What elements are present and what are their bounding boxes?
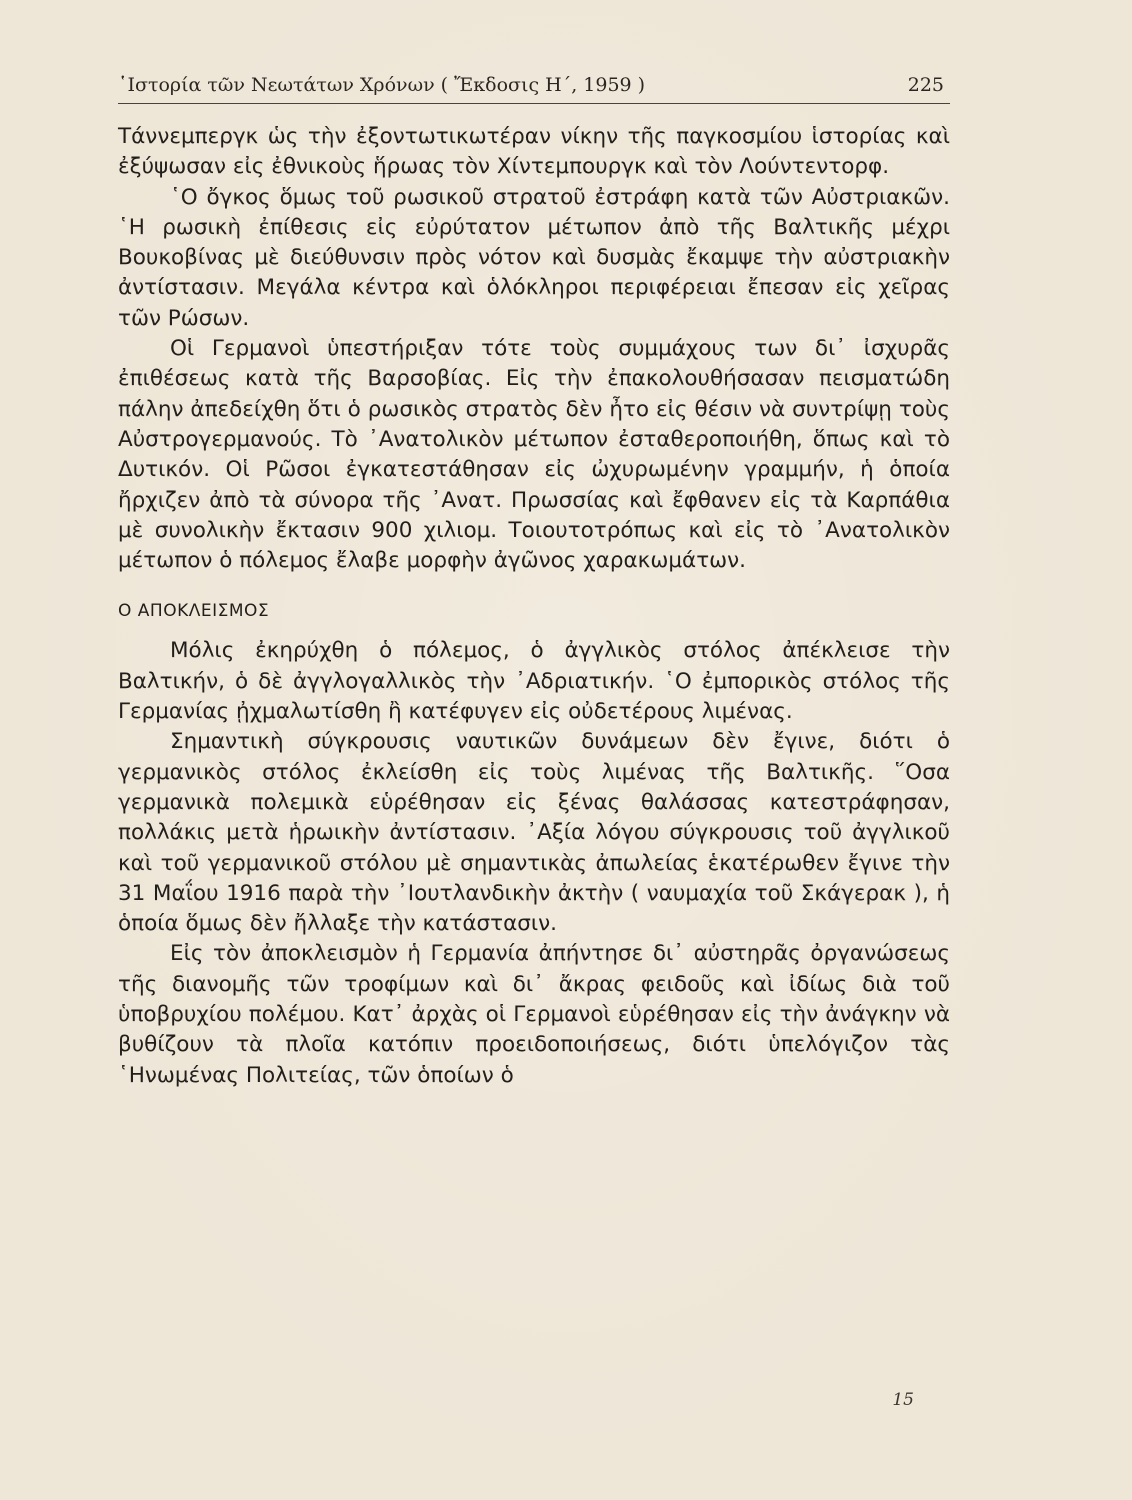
paragraph: Σημαντικὴ σύγκρουσις ναυτικῶν δυνάμεων δὲν ἔγινε, διότι ὁ γερμανικὸς στόλος ἐκλείσθη εἰς τοὺς λιμένας τῆς Βαλτικῆς. ῞Οσα γερμανικὰ πολεμικὰ εὑρέθησαν εἰς ξένας θαλάσσας κατεστράφησαν, πολλάκις μετὰ ἡρωικὴν ἀντίστασιν. ᾿Αξία λόγου σύγκρουσις τοῦ ἀγγλικοῦ καὶ τοῦ γερμανικοῦ στόλου μὲ σημαντικὰς ἀπωλείας ἑκατέρωθεν ἔγινε τὴν 31 Μαΐου 1916 παρὰ τὴν ᾿Ιουτλανδικὴν ἀκτὴν ( ναυμαχία τοῦ Σκάγερακ ), ἡ ὁποία ὅμως δὲν ἤλλαξε τὴν κατάστασιν. (118, 729, 950, 937)
running-header (118, 72, 950, 102)
paragraph: ῾Ο ὄγκος ὅμως τοῦ ρωσικοῦ στρατοῦ ἐστράφη κατὰ τῶν Αὐστριακῶν. ῾Η ρωσικὴ ἐπίθεσις εἰς εὐρύτατον μέτωπον ἀπὸ τῆς Βαλτικῆς μέχρι Βουκοβίνας μὲ διεύθυνσιν πρὸς νότον καὶ δυσμὰς ἔκαμψε τὴν αὐστριακὴν ἀντίστασιν. Μεγάλα κέντρα καὶ ὁλόκληροι περιφέρειαι ἔπεσαν εἰς χεῖρας τῶν Ρώσων. (118, 184, 950, 331)
page-number: 225 (907, 74, 944, 96)
section-heading: Ο ΑΠΟΚΛΕΙΣΜΟΣ (118, 601, 270, 622)
paragraph: Εἰς τὸν ἀποκλεισμὸν ἡ Γερμανία ἀπήντησε δι᾿ αὐστηρᾶς ὀργανώσεως τῆς διανομῆς τῶν τροφίμων καὶ δι᾿ ἄκρας φειδοῦς καὶ ἰδίως διὰ τοῦ ὑποβρυχίου πολέμου. Κατ᾿ ἀρχὰς οἱ Γερμανοὶ εὑρέθησαν εἰς τὴν ἀνάγκην νὰ βυθίζουν τὰ πλοῖα κατόπιν προειδοποιήσεως, διότι ὑπελόγιζον τὰς ῾Ηνωμένας Πολιτείας, τῶν ὁποίων ὁ (118, 941, 950, 1088)
body-text (118, 122, 950, 1091)
signature-mark: 15 (892, 1390, 914, 1410)
header-rule (118, 103, 950, 104)
paragraph: Οἱ Γερμανοὶ ὑπεστήριξαν τότε τοὺς συμμάχους των δι᾿ ἰσχυρᾶς ἐπιθέσεως κατὰ τῆς Βαρσοβίας. Εἰς τὴν ἐπακολουθήσασαν πεισματώδη πάλην ἀπεδείχθη ὅτι ὁ ρωσικὸς στρατὸς δὲν ἦτο εἰς θέσιν νὰ συντρίψῃ τοὺς Αὐστρογερμανούς. Τὸ ᾿Ανατολικὸν μέτωπον ἐσταθεροποιήθη, ὅπως καὶ τὸ Δυτικόν. Οἱ Ρῶσοι ἐγκατεστάθησαν εἰς ὠχυρωμένην γραμμήν, ἡ ὁποία ἤρχιζεν ἀπὸ τὰ σύνορα τῆς ᾿Ανατ. Πρωσσίας καὶ ἔφθανεν εἰς τὰ Καρπάθια μὲ συνολικὴν ἔκτασιν 900 χιλιομ. Τοιουτοτρόπως καὶ εἰς τὸ ᾿Ανατολικὸν μέτωπον ὁ πόλεμος ἔλαβε μορφὴν ἀγῶνος χαρακωμάτων. (118, 336, 950, 574)
running-header-title: ῾Ιστορία τῶν Νεωτάτων Χρόνων ( Ἔκδοσις Η΄, 1959 ) (118, 74, 646, 96)
paragraph: Τάννεμπεργκ ὡς τὴν ἐξοντωτικωτέραν νίκην τῆς παγκοσμίου ἱστορίας καὶ ἐξύψωσαν εἰς ἐθνικοὺς ἥρωας τὸν Χίντεμπουργκ καὶ τὸν Λούντεντορφ. (118, 124, 950, 180)
paragraph: Μόλις ἐκηρύχθη ὁ πόλεμος, ὁ ἀγγλικὸς στόλος ἀπέκλεισε τὴν Βαλτικήν, ὁ δὲ ἀγγλογαλλικὸς τὴν ᾿Αδριατικήν. ῾Ο ἐμπορικὸς στόλος τῆς Γερμανίας ᾐχμαλωτίσθη ἢ κατέφυγεν εἰς οὐδετέρους λιμένας. (118, 638, 950, 725)
